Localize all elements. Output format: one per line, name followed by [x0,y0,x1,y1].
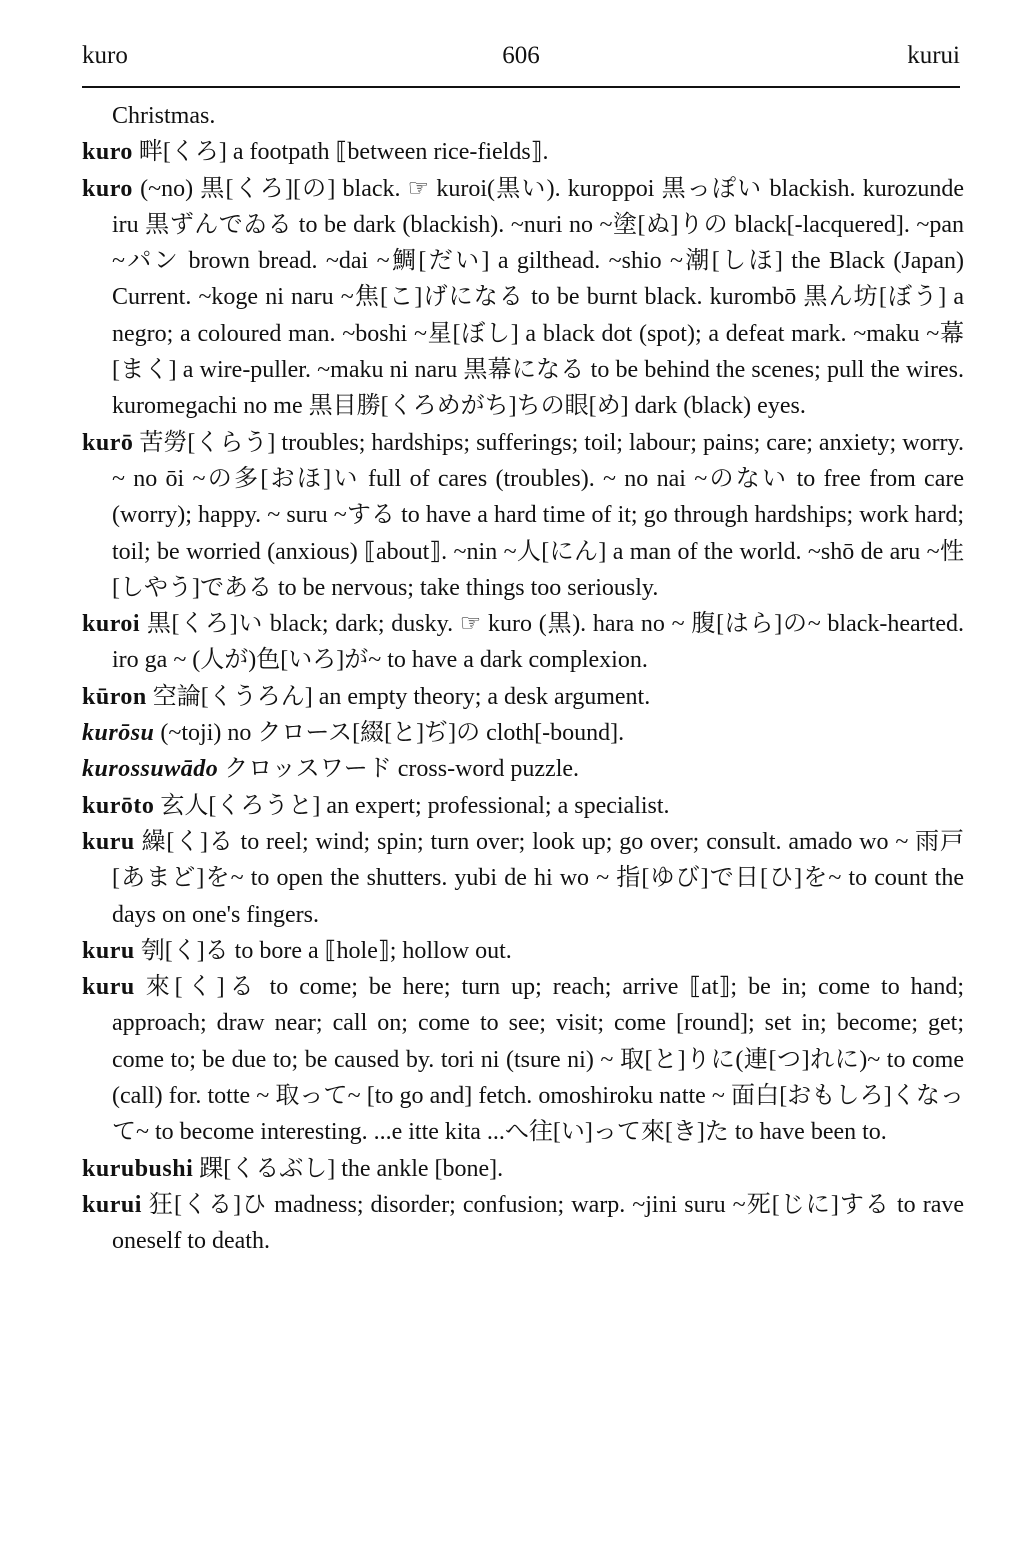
definition: 畔[くろ] a footpath ⟦between rice-fields⟧. [132,139,549,166]
entry-kurubushi [82,1151,964,1187]
page-number: 606 [502,42,540,69]
headword: kurō [82,429,134,456]
headword: kuru [82,937,135,964]
definition: 來[く]る to come; be here; turn up; reach; arrive ⟦at⟧; be in; come to hand; approach; draw near; call on; come to see; visit; come [round]; set in; become; get; come to; be due to; be caused by. tori ni (tsure ni) ~ 取[と]りに(連[つ]れに)~ to come (call) for. totte ~ 取って~ [to go and] fetch. omoshiroku natte ~ 面白[おもしろ]くなって~ to become interesting. ...e itte kita ...へ往[い]って來[き]た to have been to. [112,974,964,1146]
definition: 繰[く]る to reel; wind; spin; turn over; look up; go over; consult. amado wo ~ 雨戸[あまど]を~ to open the shutters. yubi de hi wo ~ 指[ゆび]で日[ひ]を~ to count the days on one's fingers. [112,828,964,928]
definition: (~no) 黒[くろ][の] black. ☞ kuroi(黒い). kuroppoi 黒っぽい blackish. kurozunde iru 黒ずんでゐる to be dark (blackish). ~nuri no ~塗[ぬ]りの black[-lacquered]. ~pan ~パン brown bread. ~dai ~鯛[だい] a gilthead. ~shio ~潮[しほ] the Black (Japan) Current. ~koge ni naru ~焦[こ]げになる to be burnt black. kurombō 黒ん坊[ぼう] a negro; a coloured man. ~boshi ~星[ぼし] a black dot (spot); a defeat mark. ~maku ~幕[まく] a wire-puller. ~maku ni naru 黒幕になる to be behind the scenes; pull the wires. kuromegachi no me 黒目勝[くろめがち]ちの眼[め] dark (black) eyes. [112,175,964,420]
definition: 刳[く]る to bore a ⟦hole⟧; hollow out. [134,937,512,964]
entry-kuroto [82,788,964,824]
headword: kuru [82,974,135,1001]
headword: kurui [82,1191,142,1218]
entry-kurosu [82,715,964,751]
dictionary-body [82,98,964,1260]
definition: 玄人[くろうと] an expert; professional; a specialist. [154,792,670,819]
definition: (~toji) no クロース[綴[と]ぢ]の cloth[-bound]. [154,720,625,747]
page-header [82,42,960,82]
headword: kūron [82,683,147,710]
definition: 踝[くるぶし] the ankle [bone]. [193,1155,504,1182]
entry-kuron [82,679,964,715]
definition: 黒[くろ]い black; dark; dusky. ☞ kuro (黒). hara no ~ 腹[はら]の~ black-hearted. iro ga ~ (人が)色[いろ]が~ to have a dark complexion. [112,611,964,674]
entry-kuro-troubles [82,425,964,606]
entry-continuation: Christmas. [112,103,216,129]
entry-kuru-bore [82,933,964,969]
definition: 狂[くる]ひ madness; disorder; confusion; warp. ~jini suru ~死[じに]する to rave oneself to death. [112,1191,964,1255]
headword: kuro [82,175,133,202]
definition: 空論[くうろん] an empty theory; a desk argument. [146,683,651,710]
entry-kuro-footpath [82,134,964,170]
headword: kuro [82,139,133,166]
headword: kurossuwādo [82,756,219,783]
headword: kurōto [82,792,155,819]
header-right-guideword: kurui [907,42,960,69]
headword: kuru [82,828,135,855]
entry-kurossuwado [82,751,964,787]
header-rule [82,86,960,88]
headword: kurubushi [82,1155,194,1182]
definition: クロッスワード cross-word puzzle. [218,756,580,783]
definition: 苦勞[くらう] troubles; hardships; sufferings; toil; labour; pains; care; anxiety; worry. ~ no ōi ~の多[おほ]い full of cares (troubles). ~ no nai ~のない to free from care (worry); happy. ~ suru ~する to have a hard time of it; go through hardships; work hard; toil; be worried (anxious) ⟦about⟧. ~nin ~人[にん] a man of the world. ~shō de aru ~性[しやう]である to be nervous; take things too seriously. [112,429,964,601]
header-left-guideword: kuro [82,42,128,69]
entry-kuru-reel [82,824,964,933]
headword: kuroi [82,611,141,638]
entry-kurui [82,1187,964,1260]
entry-kuro-black [82,171,964,425]
headword: kurōsu [82,720,155,747]
entry-kuroi [82,606,964,679]
entry-kuru-come [82,969,964,1150]
